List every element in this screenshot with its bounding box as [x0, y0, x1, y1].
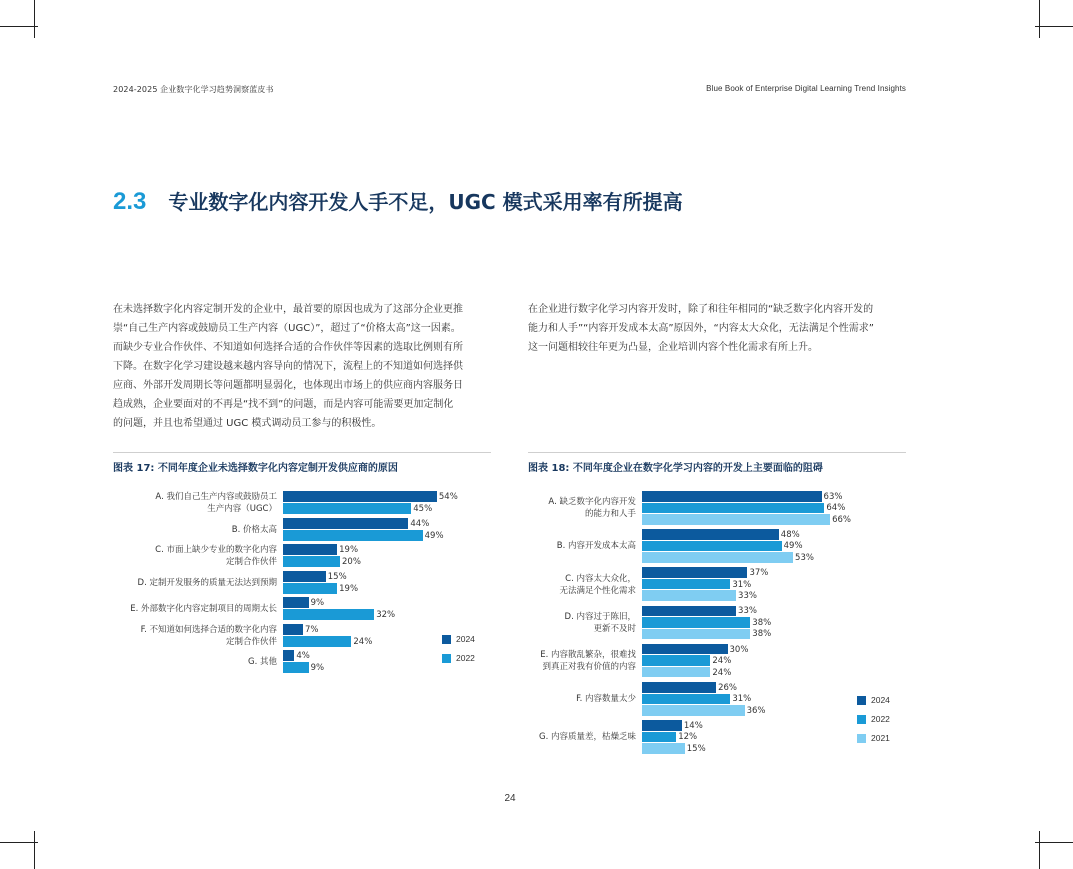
data-label: 32% — [376, 610, 396, 620]
data-label: 36% — [746, 705, 766, 716]
page-number: 24 — [504, 793, 516, 804]
data-label: 24% — [353, 636, 373, 647]
bar-2024 — [642, 644, 728, 655]
data-label: 33% — [738, 606, 757, 617]
data-label: 54% — [438, 492, 458, 502]
category-label — [506, 496, 636, 520]
bar-2024 — [642, 529, 779, 540]
category-label — [107, 656, 277, 668]
bar-2022 — [642, 541, 782, 552]
bar-2022 — [642, 579, 730, 590]
paragraph-line: 这一问题相较往年更为凸显，企业培训内容个性化需求有所上升。 — [528, 342, 818, 353]
legend-label: 2024 — [456, 634, 475, 644]
data-label: 49% — [783, 541, 803, 552]
data-label: 66% — [832, 514, 851, 525]
category-label-line: 更新不及时 — [593, 623, 636, 634]
data-label: 15% — [327, 571, 347, 582]
bar-2021 — [642, 629, 750, 640]
legend-swatch — [442, 635, 451, 644]
legend-label: 2022 — [456, 653, 475, 663]
data-label: 37% — [749, 568, 769, 579]
bar-2022 — [283, 662, 309, 673]
bar-2021 — [642, 743, 685, 754]
paragraph-line: 应商、外部开发周期长等问题都明显弱化，也体现出市场上的供应商内容服务日 — [113, 380, 463, 391]
data-label: 33% — [738, 591, 757, 602]
crop-mark — [0, 842, 38, 843]
category-label — [506, 573, 636, 597]
bar-2021 — [642, 514, 830, 525]
data-label: 48% — [780, 529, 800, 540]
category-label-line: G. 内容质量差，枯燥乏味 — [539, 732, 636, 743]
category-label-line: A. 我们自己生产内容或鼓励员工 — [155, 492, 277, 502]
bar-2022 — [642, 617, 750, 628]
bar-2024 — [642, 606, 736, 617]
data-label: 45% — [413, 504, 433, 514]
category-label-line: G. 其他 — [248, 657, 277, 667]
paragraph-line: 在未选择数字化内容定制开发的企业中，最首要的原因也成为了这部分企业更推 — [113, 304, 463, 315]
data-label: 31% — [732, 579, 752, 590]
category-label — [506, 540, 636, 552]
category-label — [107, 603, 277, 615]
bar-2022 — [642, 503, 824, 514]
category-label — [107, 624, 277, 648]
category-label-line: E. 外部数字化内容定制项目的周期太长 — [130, 604, 277, 614]
bar-2022 — [283, 636, 351, 647]
category-label-line: D. 定制开发服务的质量无法达到预期 — [137, 577, 277, 588]
bar-2022 — [283, 530, 423, 541]
data-label: 15% — [686, 743, 706, 754]
category-label-line: A. 缺乏数字化内容开发 — [548, 497, 636, 508]
data-label: 4% — [296, 651, 310, 661]
category-label-line: E. 内容散乱繁杂，很难找 — [540, 650, 636, 661]
category-label — [506, 731, 636, 743]
category-label-line: B. 价格太高 — [231, 524, 277, 535]
legend-swatch — [857, 696, 866, 705]
running-header-left: 2024-2025 企业数字化学习趋势洞察蓝皮书 — [113, 85, 274, 94]
bar-2024 — [283, 518, 408, 529]
category-label-line: C. 内容太大众化， — [565, 573, 636, 584]
data-label: 30% — [729, 644, 749, 655]
data-label: 20% — [342, 557, 361, 567]
bar-2021 — [642, 552, 793, 563]
category-label — [506, 611, 636, 635]
category-label-line: 定制合作伙伴 — [225, 557, 277, 567]
crop-mark — [1039, 831, 1040, 869]
figure-18-title: 图表 18: 不同年度企业在数字化学习内容的开发上主要面临的阻碍 — [528, 463, 823, 474]
category-label — [107, 577, 277, 589]
data-label: 64% — [826, 503, 846, 514]
category-label — [506, 693, 636, 705]
legend-swatch — [442, 654, 451, 663]
data-label: 19% — [339, 545, 359, 555]
bar-2024 — [283, 597, 309, 608]
data-label: 44% — [410, 518, 430, 529]
category-label-line: 定制合作伙伴 — [225, 636, 277, 647]
data-label: 14% — [683, 720, 703, 731]
category-label-line: B. 内容开发成本太高 — [556, 541, 636, 552]
data-label: 26% — [718, 682, 737, 693]
data-label: 53% — [795, 552, 814, 563]
bar-2022 — [283, 583, 337, 594]
paragraph-line: 趋成熟，企业要面对的不再是“找不到”的问题，而是内容可能需要更加定制化 — [113, 399, 454, 410]
data-label: 24% — [712, 656, 732, 667]
category-label — [107, 524, 277, 536]
bar-2024 — [642, 682, 716, 693]
bar-2024 — [283, 650, 294, 661]
running-header-right: Blue Book of Enterprise Digital Learning Trend Insights — [706, 84, 906, 93]
bar-2024 — [642, 720, 682, 731]
bar-2024 — [283, 571, 326, 582]
bar-2022 — [283, 503, 411, 514]
section-number: 2.3 — [113, 188, 147, 215]
crop-mark — [34, 0, 35, 38]
paragraph-line: 而缺少专业合作伙伴、不知道如何选择合适的合作伙伴等因素的选取比例则有所 — [113, 342, 463, 353]
category-label-line: F. 不知道如何选择合适的数字化内容 — [140, 624, 277, 635]
crop-mark — [1035, 26, 1073, 27]
bar-2021 — [642, 705, 745, 716]
bar-2021 — [642, 667, 710, 678]
figure-18-rule — [528, 452, 906, 453]
crop-mark — [34, 831, 35, 869]
category-label-line: F. 内容数量太少 — [576, 694, 636, 705]
bar-2024 — [642, 567, 747, 578]
paragraph-line: 的问题，并且也希望通过 UGC 模式调动员工参与的积极性。 — [113, 418, 382, 429]
legend-swatch — [857, 715, 866, 724]
data-label: 12% — [678, 732, 698, 743]
bar-2022 — [283, 609, 374, 620]
data-label: 31% — [732, 694, 752, 705]
data-label: 9% — [310, 663, 325, 673]
bar-2021 — [642, 590, 736, 601]
category-label-line: 的能力和人手 — [584, 509, 636, 520]
bar-2022 — [642, 732, 676, 743]
section-heading — [113, 186, 683, 216]
bar-2024 — [642, 491, 822, 502]
data-label: 63% — [823, 491, 843, 502]
legend-label: 2022 — [871, 714, 890, 724]
category-label — [107, 491, 277, 515]
legend-label: 2021 — [871, 733, 890, 743]
bar-2024 — [283, 624, 303, 635]
paragraph-line: 崇“自己生产内容或鼓励员工生产内容（UGC）”，超过了“价格太高”这一因素。 — [113, 323, 461, 334]
body-paragraph-right — [528, 300, 908, 357]
category-label — [107, 544, 277, 568]
data-label: 24% — [712, 667, 732, 678]
data-label: 38% — [752, 617, 772, 628]
bar-2022 — [642, 694, 730, 705]
data-label: 9% — [310, 598, 325, 608]
paragraph-line: 能力和人手”“内容开发成本太高”原因外，“内容太大众化，无法满足个性需求” — [528, 323, 874, 334]
data-label: 49% — [424, 530, 444, 541]
category-label-line: D. 内容过于陈旧， — [564, 611, 636, 622]
crop-mark — [0, 26, 38, 27]
paragraph-line: 下降。在数字化学习建设越来越内容导向的情况下，流程上的不知道如何选择供 — [113, 361, 463, 372]
category-label-line: C. 市面上缺少专业的数字化内容 — [155, 545, 277, 555]
section-title: 专业数字化内容开发人手不足，UGC 模式采用率有所提高 — [168, 190, 683, 214]
crop-mark — [1035, 842, 1073, 843]
figure-17-rule — [113, 452, 491, 453]
data-label: 38% — [752, 629, 772, 640]
paragraph-line: 在企业进行数字化学习内容开发时，除了和往年相同的“缺乏数字化内容开发的 — [528, 304, 874, 315]
legend-label: 2024 — [871, 695, 890, 705]
data-label: 7% — [304, 624, 319, 635]
category-label-line: 无法满足个性化需求 — [559, 585, 636, 596]
legend-swatch — [857, 734, 866, 743]
category-label — [506, 649, 636, 673]
data-label: 19% — [339, 583, 359, 594]
bar-2024 — [283, 491, 437, 502]
category-label-line: 到真正对我有价值的内容 — [542, 662, 636, 673]
bar-2022 — [283, 556, 340, 567]
crop-mark — [1039, 0, 1040, 38]
bar-2022 — [642, 655, 710, 666]
category-label-line: 生产内容（UGC） — [207, 504, 277, 514]
figure-17-title: 图表 17: 不同年度企业未选择数字化内容定制开发供应商的原因 — [113, 463, 398, 474]
body-paragraph-left — [113, 300, 493, 433]
bar-2024 — [283, 544, 337, 555]
